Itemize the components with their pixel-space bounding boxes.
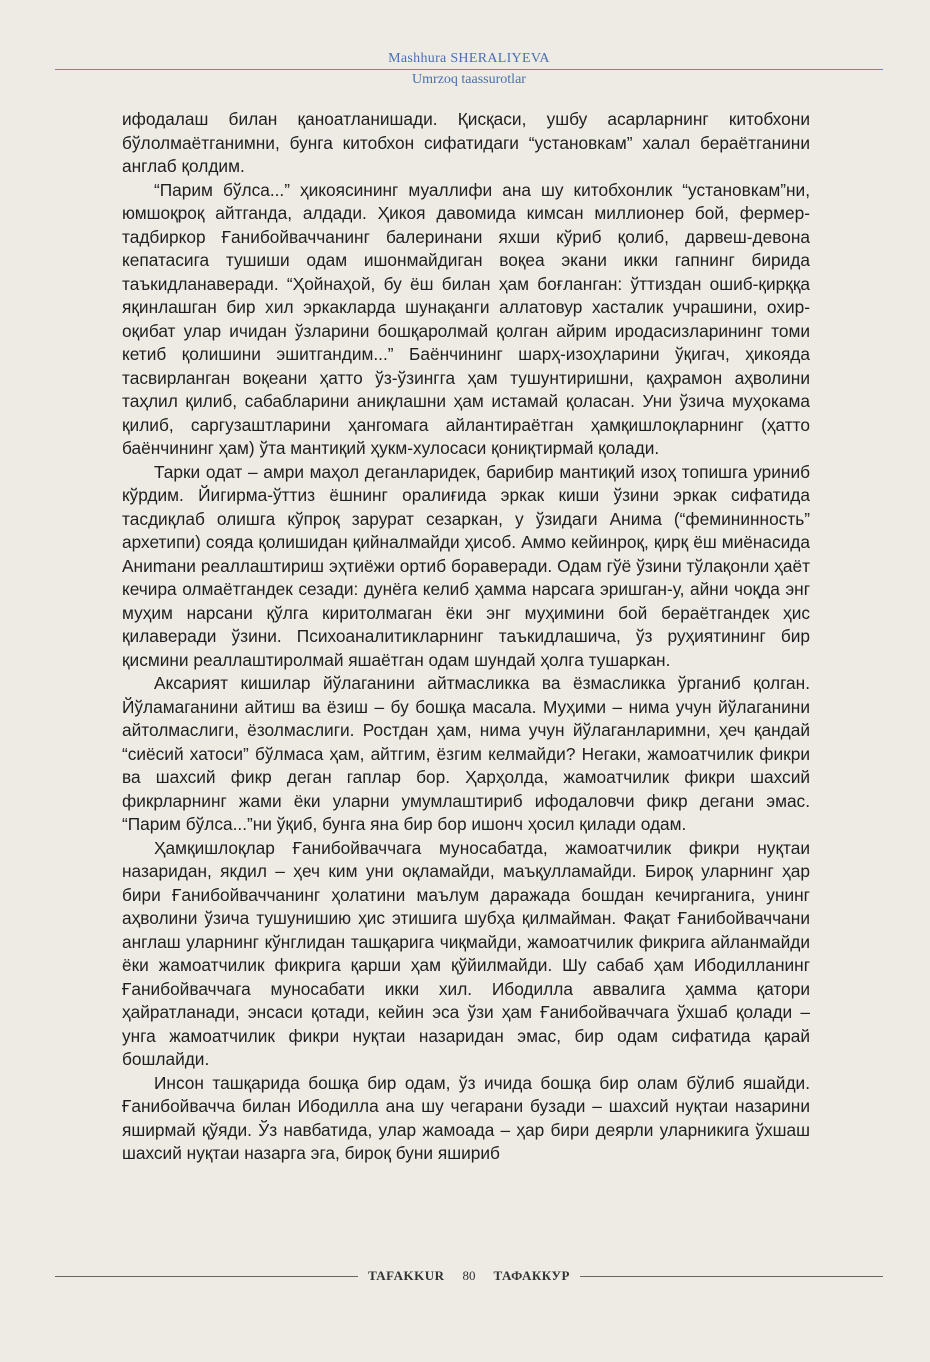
paragraph-2: “Парим бўлса...” ҳикоясининг муаллифи ана шу китобхонлик “установкам”ни, юмшоқроқ айтганда, алдади. Ҳикоя давомида кимсан миллионер бой, фермер-тадбиркор Ғанибойваччанинг балеринани яхши кўриб қолиб, дарвеш-девона кепатасига тушиши одам ишонмайдиган воқеа экани икки гапнинг бирида таъкидланаверади. “Ҳойнаҳой, бу ёш билан ҳам боғланган: ўттиздан ошиб-қирққа яқинлашган бир хил эркакларда шунақанги аллатовур хасталик учрашини, охир-оқибат улар ичидан ўзларини бошқаролмай қолган айрим иродасизларининг томи кетиб қолишини эшитгандим...” Баёнчининг шарҳ-изоҳларини ўқигач, ҳикояда тасвирланган воқеани ҳатто ўз-ўзингга ҳам тушунтиришни, қаҳрамон аҳволини таҳлил қилиб, сабабларини аниқлашни ҳам истамай қоласан. Уни ўзича муҳокама қилиб, саргузаштларини ҳангомага айлантираётган ҳамқишлоқларнинг (ҳатто баёнчининг ҳам) ўта мантиқий ҳукм-хулосаси қониқтирмай қолади. xyxy=(122,179,810,458)
header-subtitle: Umrzoq taassurotlar xyxy=(412,72,526,87)
footer-journal-latin: TAFAKKUR xyxy=(368,1268,445,1283)
page-number: 80 xyxy=(462,1268,476,1283)
paragraph-1: ифодалаш билан қаноатланишади. Қисқаси, ушбу асарларнинг китобхони бўлолмаётганимни, бунга китобхон сифатидаги “установкам” халал бераётганини англаб қолдим. xyxy=(122,109,810,176)
paragraph-5: Ҳамқишлоқлар Ғанибойваччага муносабатда, жамоатчилик фикри нуқтаи назаридан, якдил – ҳеч ким уни оқламайди, маъқулламайди. Бироқ уларнинг ҳар бири Ғанибойваччанинг ҳолатини маълум даражада бошдан кечирганига, унинг аҳволини ўзича тушунишию ҳис этишига шубҳа қилмайман. Фақат Ғанибойваччани англаш уларнинг кўнглидан ташқарига чиқмайди, жамоатчилик фикрига айланмайди ёки жамоатчилик фикрига қарши ҳам қўйилмайди. Шу сабаб ҳам Ибодилланинг Ғанибойваччага муносабати икки хил. Ибодилла аввалига ҳамма қатори ҳайратланади, энсаси қотади, кейин эса ўзи ҳам Ғанибойваччага ўхшаб қолади – унга жамоатчилик фикри нуқтаи назаридан эмас, бир одам сифатида қарай бошлайди. xyxy=(122,837,810,1069)
article-body xyxy=(122,108,810,1166)
footer-rule-left xyxy=(55,1276,358,1277)
paragraph-4: Аксарият кишилар йўлаганини айтмасликка ва ёзмасликка ўрганиб қолган. Йўламаганини айтиш ва ёзиш – бу бошқа масала. Муҳими – нима учун йўлаганини айтолмаслиги, ёзолмаслиги. Ростдан ҳам, нима учун йўлаганларимни, ҳеч қандай “сиёсий хатоси” бўлмаса ҳам, айтгим, ёзгим келмайди? Негаки, жамоатчилик фикри ва шахсий фикр деган гаплар бор. Ҳарҳолда, жамоатчилик фикри шахсий фикрларнинг жами ёки уларни умумлаштириб ифодаловчи фикр дегани эмас. “Парим бўлса...”ни ўқиб, бунга яна бир бор ишонч ҳосил қилади одам. xyxy=(122,673,810,834)
paragraph-3: Тарки одат – амри маҳол деганларидек, барибир мантиқий изоҳ топишга уриниб кўрдим. Йигирма-ўттиз ёшнинг оралиғида эркак киши ўзини эркак сифатида тасдиқлаб олишга кўпроқ зарурат сезаркан, у ўзидаги Анима (“фемининность” архетипи) сояда қолишидан қийналмайди ҳисоб. Аммо кейинроқ, қирқ ёш миёнасида Аниmaни реаллаштириш эҳтиёжи ортиб бораверади. Одам гўё ўзини тўлақонли ҳаёт кечира олмаётгандек сезади: дунёга келиб ҳамма нарсага эришган-у, айни чоқда энг муҳим нарсани қўлга киритолмаган ёки энг муҳимини бой бераётгандек ҳис қилаверади ўзини. Психоаналитикларнинг таъкидлашича, ўз руҳиятининг бир қисмини реаллаштиролмай яшаётган одам шундай ҳолга тушаркан. xyxy=(122,461,810,670)
header-rule xyxy=(55,69,883,70)
running-footer xyxy=(55,1268,883,1284)
footer-rule-right xyxy=(580,1276,883,1277)
header-author: Mashhura SHERALIYEVA xyxy=(388,51,550,66)
footer-journal-cyrillic: ТАФАККУР xyxy=(493,1268,570,1283)
paragraph-6: Инсон ташқарида бошқа бир одам, ўз ичида бошқа бир олам бўлиб яшайди. Ғанибойвачча билан Ибодилла ана шу чегарани бузади – шахсий нуқтаи назарини яширмай қўяди. Ўз навбатида, улар жамоада – ҳар бири деярли уларникига ўхшаш шахсий нуқтаи назарга эга, бироқ буни яшириб xyxy=(122,1072,810,1163)
running-header xyxy=(55,50,883,88)
